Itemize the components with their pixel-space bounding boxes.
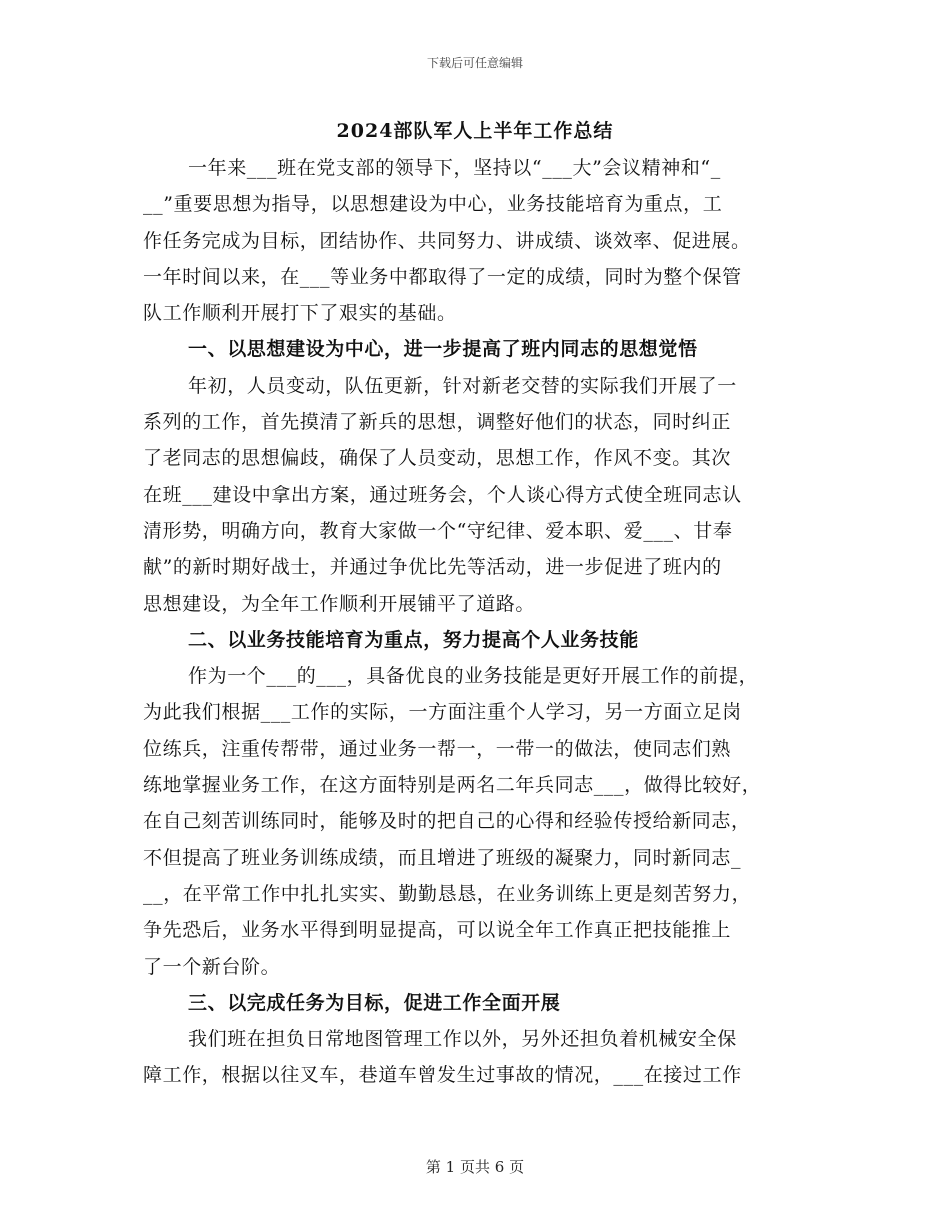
paragraph (143, 658, 810, 985)
section-heading (143, 985, 810, 1021)
page-header: 下载后可任意编辑 (426, 56, 523, 70)
text-line: 思想建设，为全年工作顺利开展铺平了道路。 (143, 592, 536, 615)
document-title: 2024部队军人上半年工作总结 (336, 120, 614, 142)
text-line: 作任务完成为目标，团结协作、共同努力、讲成绩、谈效率、促进展。 (143, 229, 751, 252)
text-line: 一年时间以来，在___等业务中都取得了一定的成绩，同时为整个保管 (143, 265, 742, 288)
text-line: 我们班在担负日常地图管理工作以外，另外还担负着机械安全保 (188, 1028, 737, 1051)
text-line: 作为一个___的___，具备优良的业务技能是更好开展工作的前提， (188, 665, 759, 688)
text-line: 系列的工作，首先摸清了新兵的思想，调整好他们的状态，同时纠正 (143, 411, 732, 434)
text-line: 位练兵，注重传帮带，通过业务一帮一，一带一的做法，使同志们熟 (143, 737, 732, 760)
text-line: 了老同志的思想偏歧，确保了人员变动，思想工作，作风不变。其次 (143, 447, 732, 470)
heading-text: 二、以业务技能培育为重点，努力提高个人业务技能 (188, 628, 639, 651)
text-line: 为此我们根据___工作的实际，一方面注重个人学习，另一方面立足岗 (143, 701, 742, 724)
text-line: 献”的新时期好战士，并通过争优比先等活动，进一步促进了班内的 (143, 556, 722, 579)
section-heading (143, 622, 810, 658)
text-line: 障工作，根据以往叉车，巷道车曾发生过事故的情况，___在接过工作 (143, 1064, 742, 1087)
text-line: 在班___建设中拿出方案，通过班务会，个人谈心得方式使全班同志认 (143, 483, 742, 506)
text-line: 队工作顺利开展打下了艰实的基础。 (143, 302, 457, 325)
page-footer: 第 1 页共 6 页 (425, 1158, 525, 1176)
text-line: 在自己刻苦训练同时，能够及时的把自己的心得和经验传授给新同志， (143, 810, 751, 833)
heading-text: 三、以完成任务为目标，促进工作全面开展 (188, 991, 561, 1014)
text-line: __，在平常工作中扎扎实实、勤勤恳恳，在业务训练上更是刻苦努力， (143, 882, 752, 905)
text-line: 不但提高了班业务训练成绩，而且增进了班级的凝聚力，同时新同志_ (143, 846, 742, 869)
text-line: 练地掌握业务工作，在这方面特别是两名二年兵同志___，做得比较好， (143, 774, 762, 797)
paragraph (143, 1021, 810, 1094)
text-line: 争先恐后，业务水平得到明显提高，可以说全年工作真正把技能推上 (143, 919, 732, 942)
text-line: __”重要思想为指导，以思想建设为中心，业务技能培育为重点，工 (143, 193, 723, 216)
text-line: 年初，人员变动，队伍更新，针对新老交替的实际我们开展了一 (188, 374, 737, 397)
heading-text: 一、以思想建设为中心，进一步提高了班内同志的思想觉悟 (188, 338, 698, 361)
text-line: 了一个新台阶。 (143, 955, 281, 978)
paragraph (143, 368, 810, 622)
paragraph (143, 150, 810, 331)
text-line: 一年来___班在党支部的领导下，坚持以“___大”会议精神和“_ (188, 157, 721, 179)
section-heading (143, 331, 810, 367)
text-line: 清形势，明确方向，教育大家做一个“守纪律、爱本职、爱___、甘奉 (143, 519, 733, 542)
document-body (143, 150, 810, 1094)
